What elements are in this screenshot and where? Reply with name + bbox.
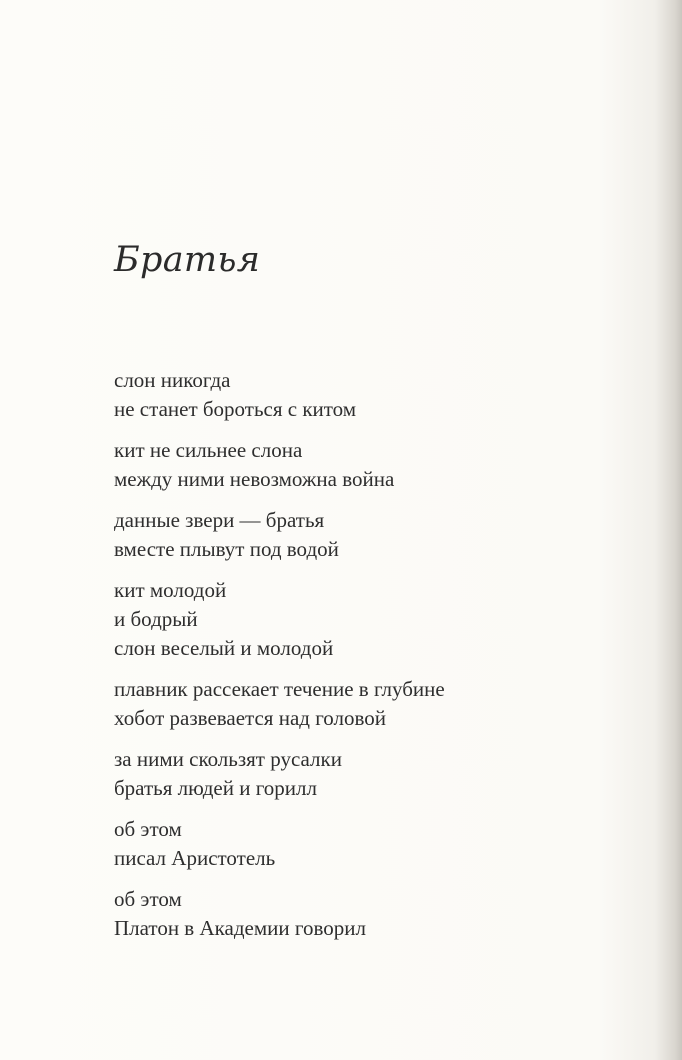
poem-line: братья людей и горилл: [114, 776, 317, 800]
poem-line: об этом: [114, 887, 182, 911]
poem-line: за ними скользят русалки: [114, 747, 342, 771]
poem-line: писал Аристотель: [114, 846, 276, 870]
poem-line: хобот развевается над головой: [114, 706, 387, 730]
poem-line: об этом: [114, 817, 182, 841]
poem-line: не станет бороться с китом: [114, 397, 357, 421]
stanza-3: [114, 506, 445, 564]
stanza-5: [114, 675, 445, 733]
poem-body: [114, 366, 445, 955]
stanza-8: [114, 885, 445, 943]
poem-line: и бодрый: [114, 607, 198, 631]
poem-line: Платон в Академии говорил: [114, 916, 366, 940]
poem-line: плавник рассекает течение в глубине: [114, 677, 445, 701]
poem-line: кит молодой: [114, 578, 227, 602]
stanza-2: [114, 436, 445, 494]
stanza-1: [114, 366, 445, 424]
poem-line: вместе плывут под водой: [114, 537, 339, 561]
poem-line: слон никогда: [114, 368, 231, 392]
poem-line: данные звери — братья: [114, 508, 325, 532]
poem-line: слон веселый и молодой: [114, 636, 334, 660]
stanza-6: [114, 745, 445, 803]
poem-line: между ними невозможна война: [114, 467, 395, 491]
stanza-7: [114, 815, 445, 873]
poem-line: кит не сильнее слона: [114, 438, 303, 462]
poem-title: Братья: [114, 240, 261, 280]
stanza-4: [114, 576, 445, 663]
